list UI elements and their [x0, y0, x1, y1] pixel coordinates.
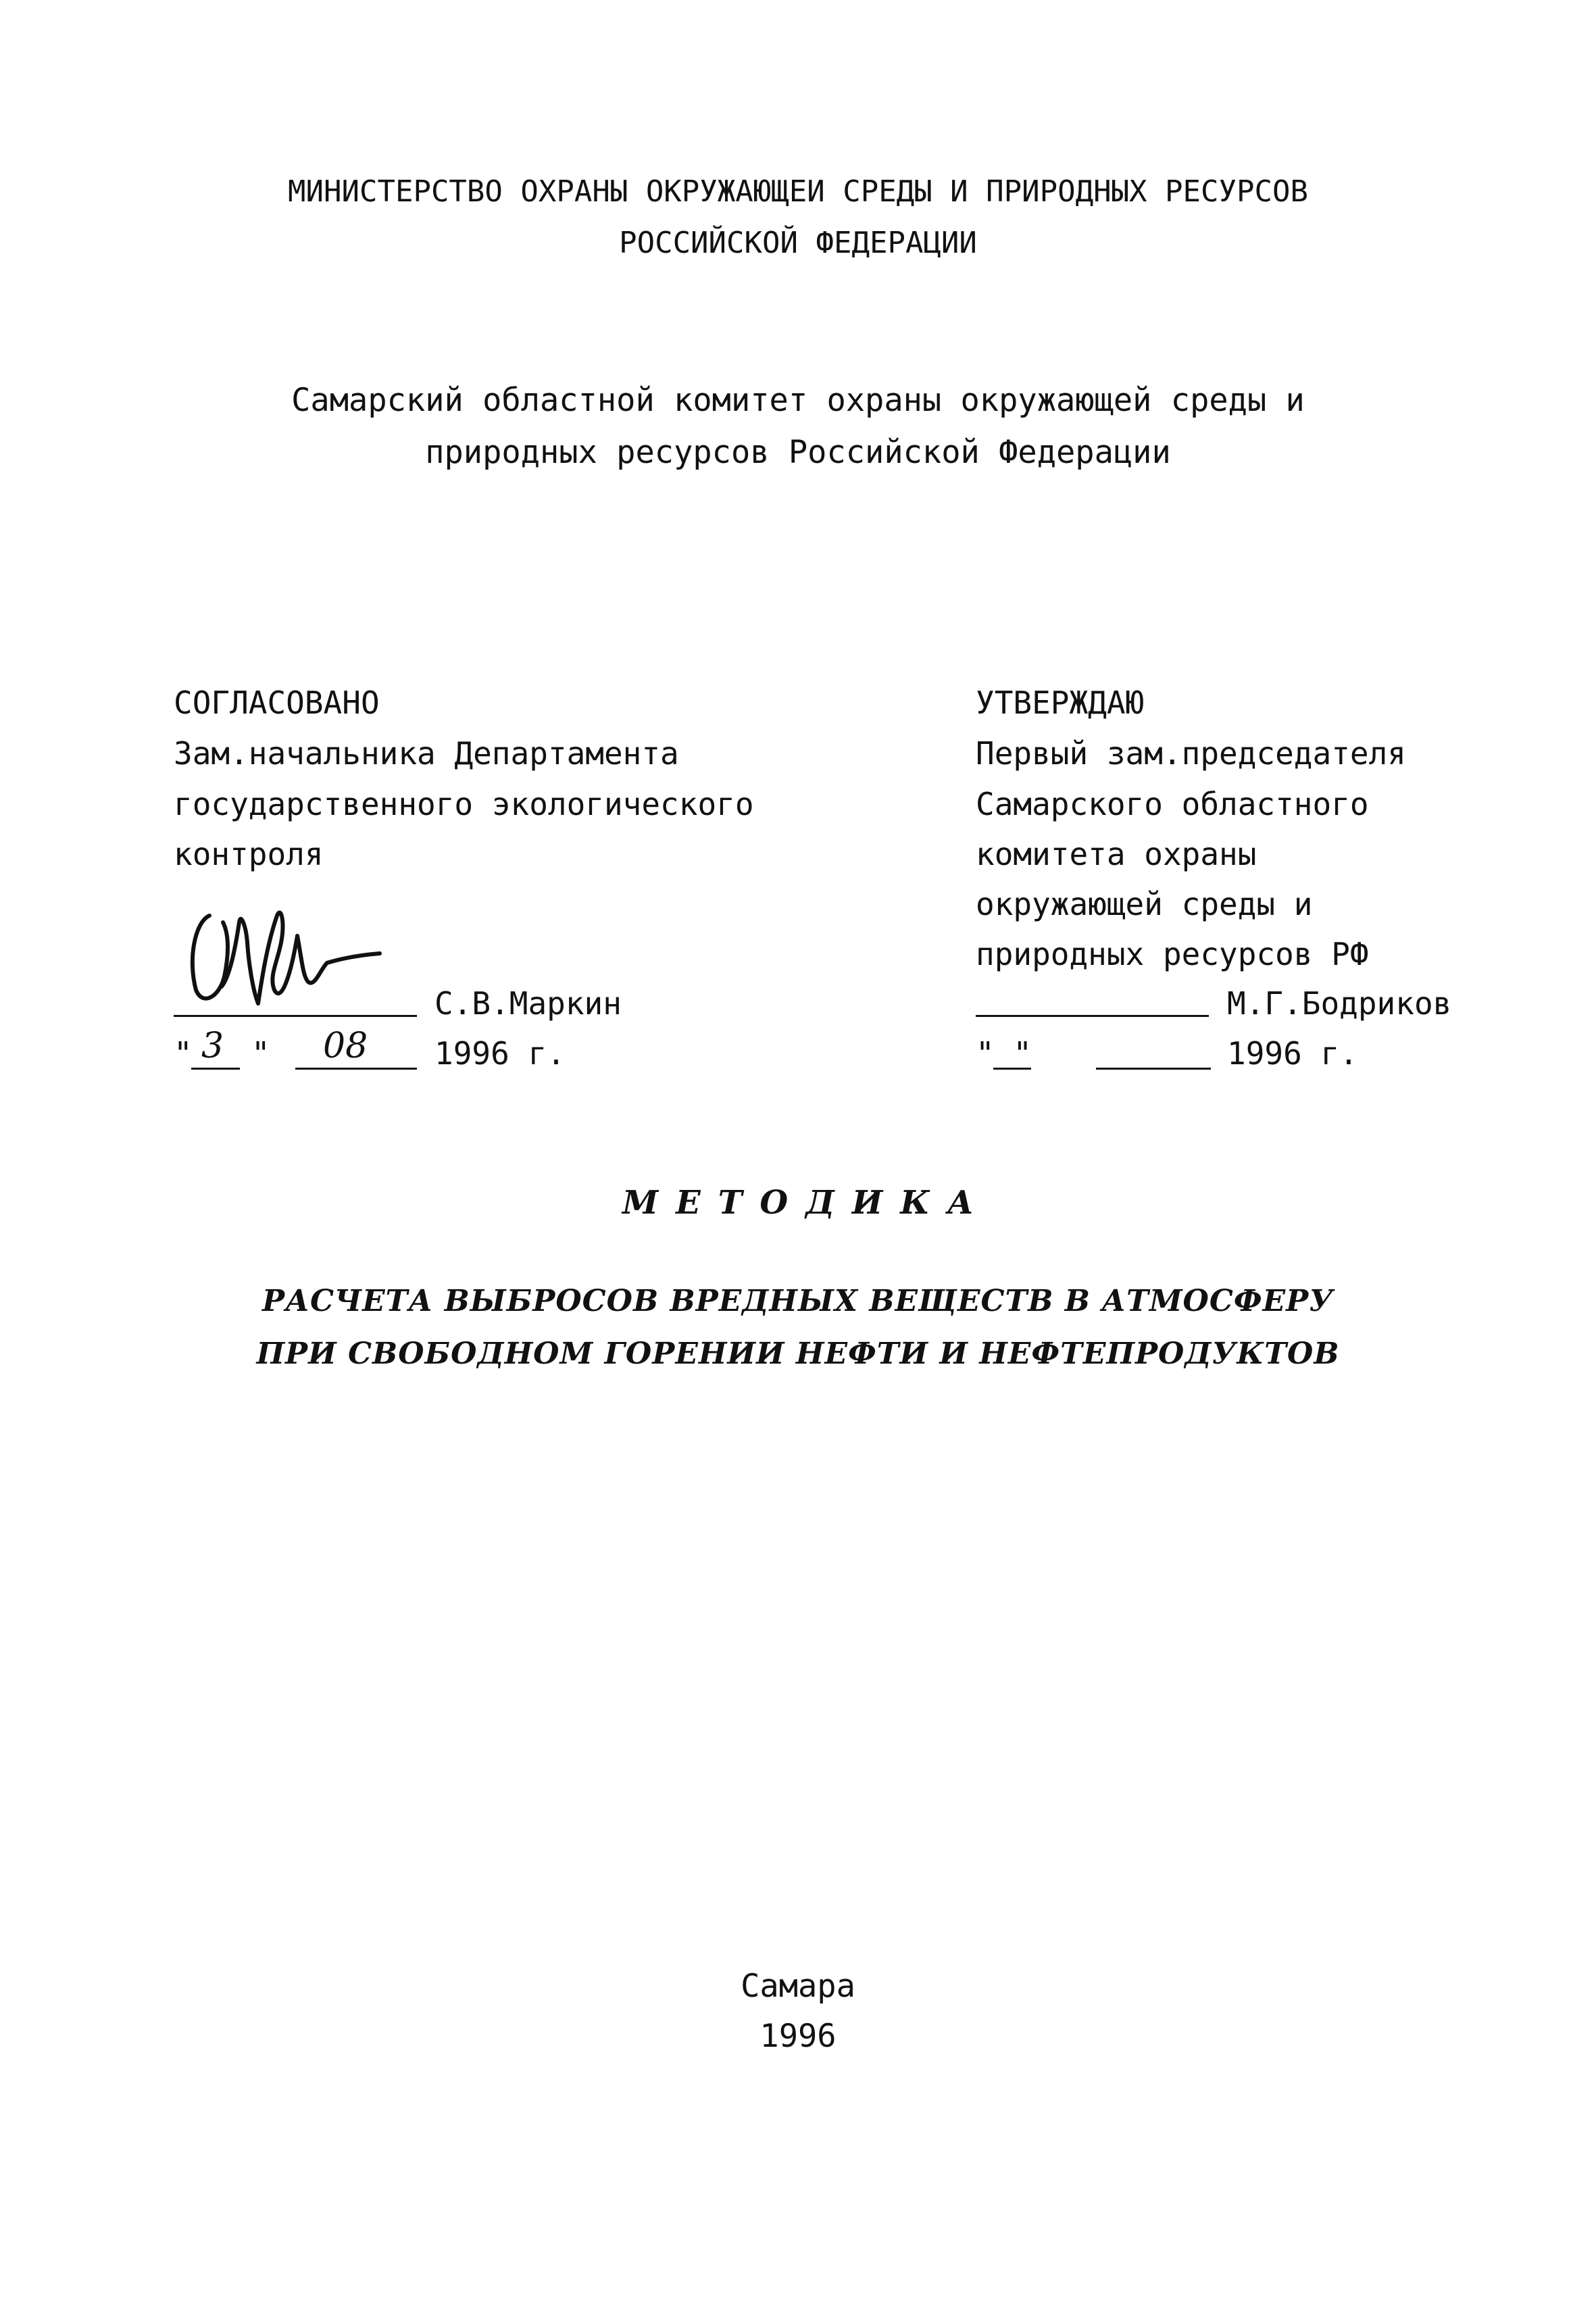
approval-left-position-line3: контроля	[174, 836, 324, 872]
approval-right-name: М.Г.Бодриков	[1227, 985, 1452, 1022]
signature-markin	[182, 895, 385, 1017]
approval-left-heading: СОГЛАСОВАНО	[174, 684, 380, 721]
date-right-quotes: " "	[976, 1035, 1032, 1072]
date-left-year: 1996 г.	[434, 1035, 566, 1072]
approval-left-position-line1: Зам.начальника Департамента	[174, 735, 679, 772]
footer-city: Самара	[741, 1968, 855, 2005]
approval-right-position-line4: окружающей среды и	[976, 886, 1313, 922]
signature-line-right	[976, 1015, 1209, 1017]
document-subtitle-line1: РАСЧЕТА ВЫБРОСОВ ВРЕДНЫХ ВЕЩЕСТВ В АТМОСФЕРУ	[262, 1284, 1334, 1318]
approval-right-position-line2: Самарского областного	[976, 786, 1369, 822]
footer-year: 1996	[759, 2018, 837, 2055]
date-left-month: 08	[323, 1026, 368, 1066]
date-right-year: 1996 г.	[1227, 1035, 1358, 1072]
committee-name-line1: Самарский областной комитет охраны окружающей среды и	[291, 382, 1305, 419]
date-left-open-quote: "	[174, 1035, 193, 1072]
date-right-month-line	[1096, 1068, 1211, 1070]
approval-right-position-line3: комитета охраны	[976, 836, 1257, 872]
date-left-day: 3	[201, 1026, 224, 1066]
approval-left-position-line2: государственного экологического	[174, 786, 754, 822]
date-left-close-quote: "	[251, 1035, 270, 1072]
approval-left-name: С.В.Маркин	[434, 985, 622, 1022]
document-subtitle-line2: ПРИ СВОБОДНОМ ГОРЕНИИ НЕФТИ И НЕФТЕПРОДУКТОВ	[256, 1337, 1340, 1371]
date-left-day-line	[191, 1068, 240, 1070]
document-title: МЕТОДИКА	[622, 1184, 992, 1222]
committee-name-line2: природных ресурсов Российской Федерации	[425, 434, 1171, 471]
ministry-name-line2: РОССИЙСКОЙ ФЕДЕРАЦИИ	[619, 226, 977, 260]
ministry-name-line1: МИНИСТЕРСТВО ОХРАНЫ ОКРУЖАЮЩЕИ СРЕДЫ И ПРИРОДНЫХ РЕСУРСОВ	[288, 174, 1308, 209]
approval-right-position-line1: Первый зам.председателя	[976, 735, 1406, 772]
signature-line-left	[174, 1015, 417, 1017]
approval-right-heading: УТВЕРЖДАЮ	[976, 684, 1145, 721]
date-right-day-line	[993, 1068, 1031, 1070]
date-left-month-line	[295, 1068, 417, 1070]
approval-right-position-line5: природных ресурсов РФ	[976, 936, 1369, 972]
